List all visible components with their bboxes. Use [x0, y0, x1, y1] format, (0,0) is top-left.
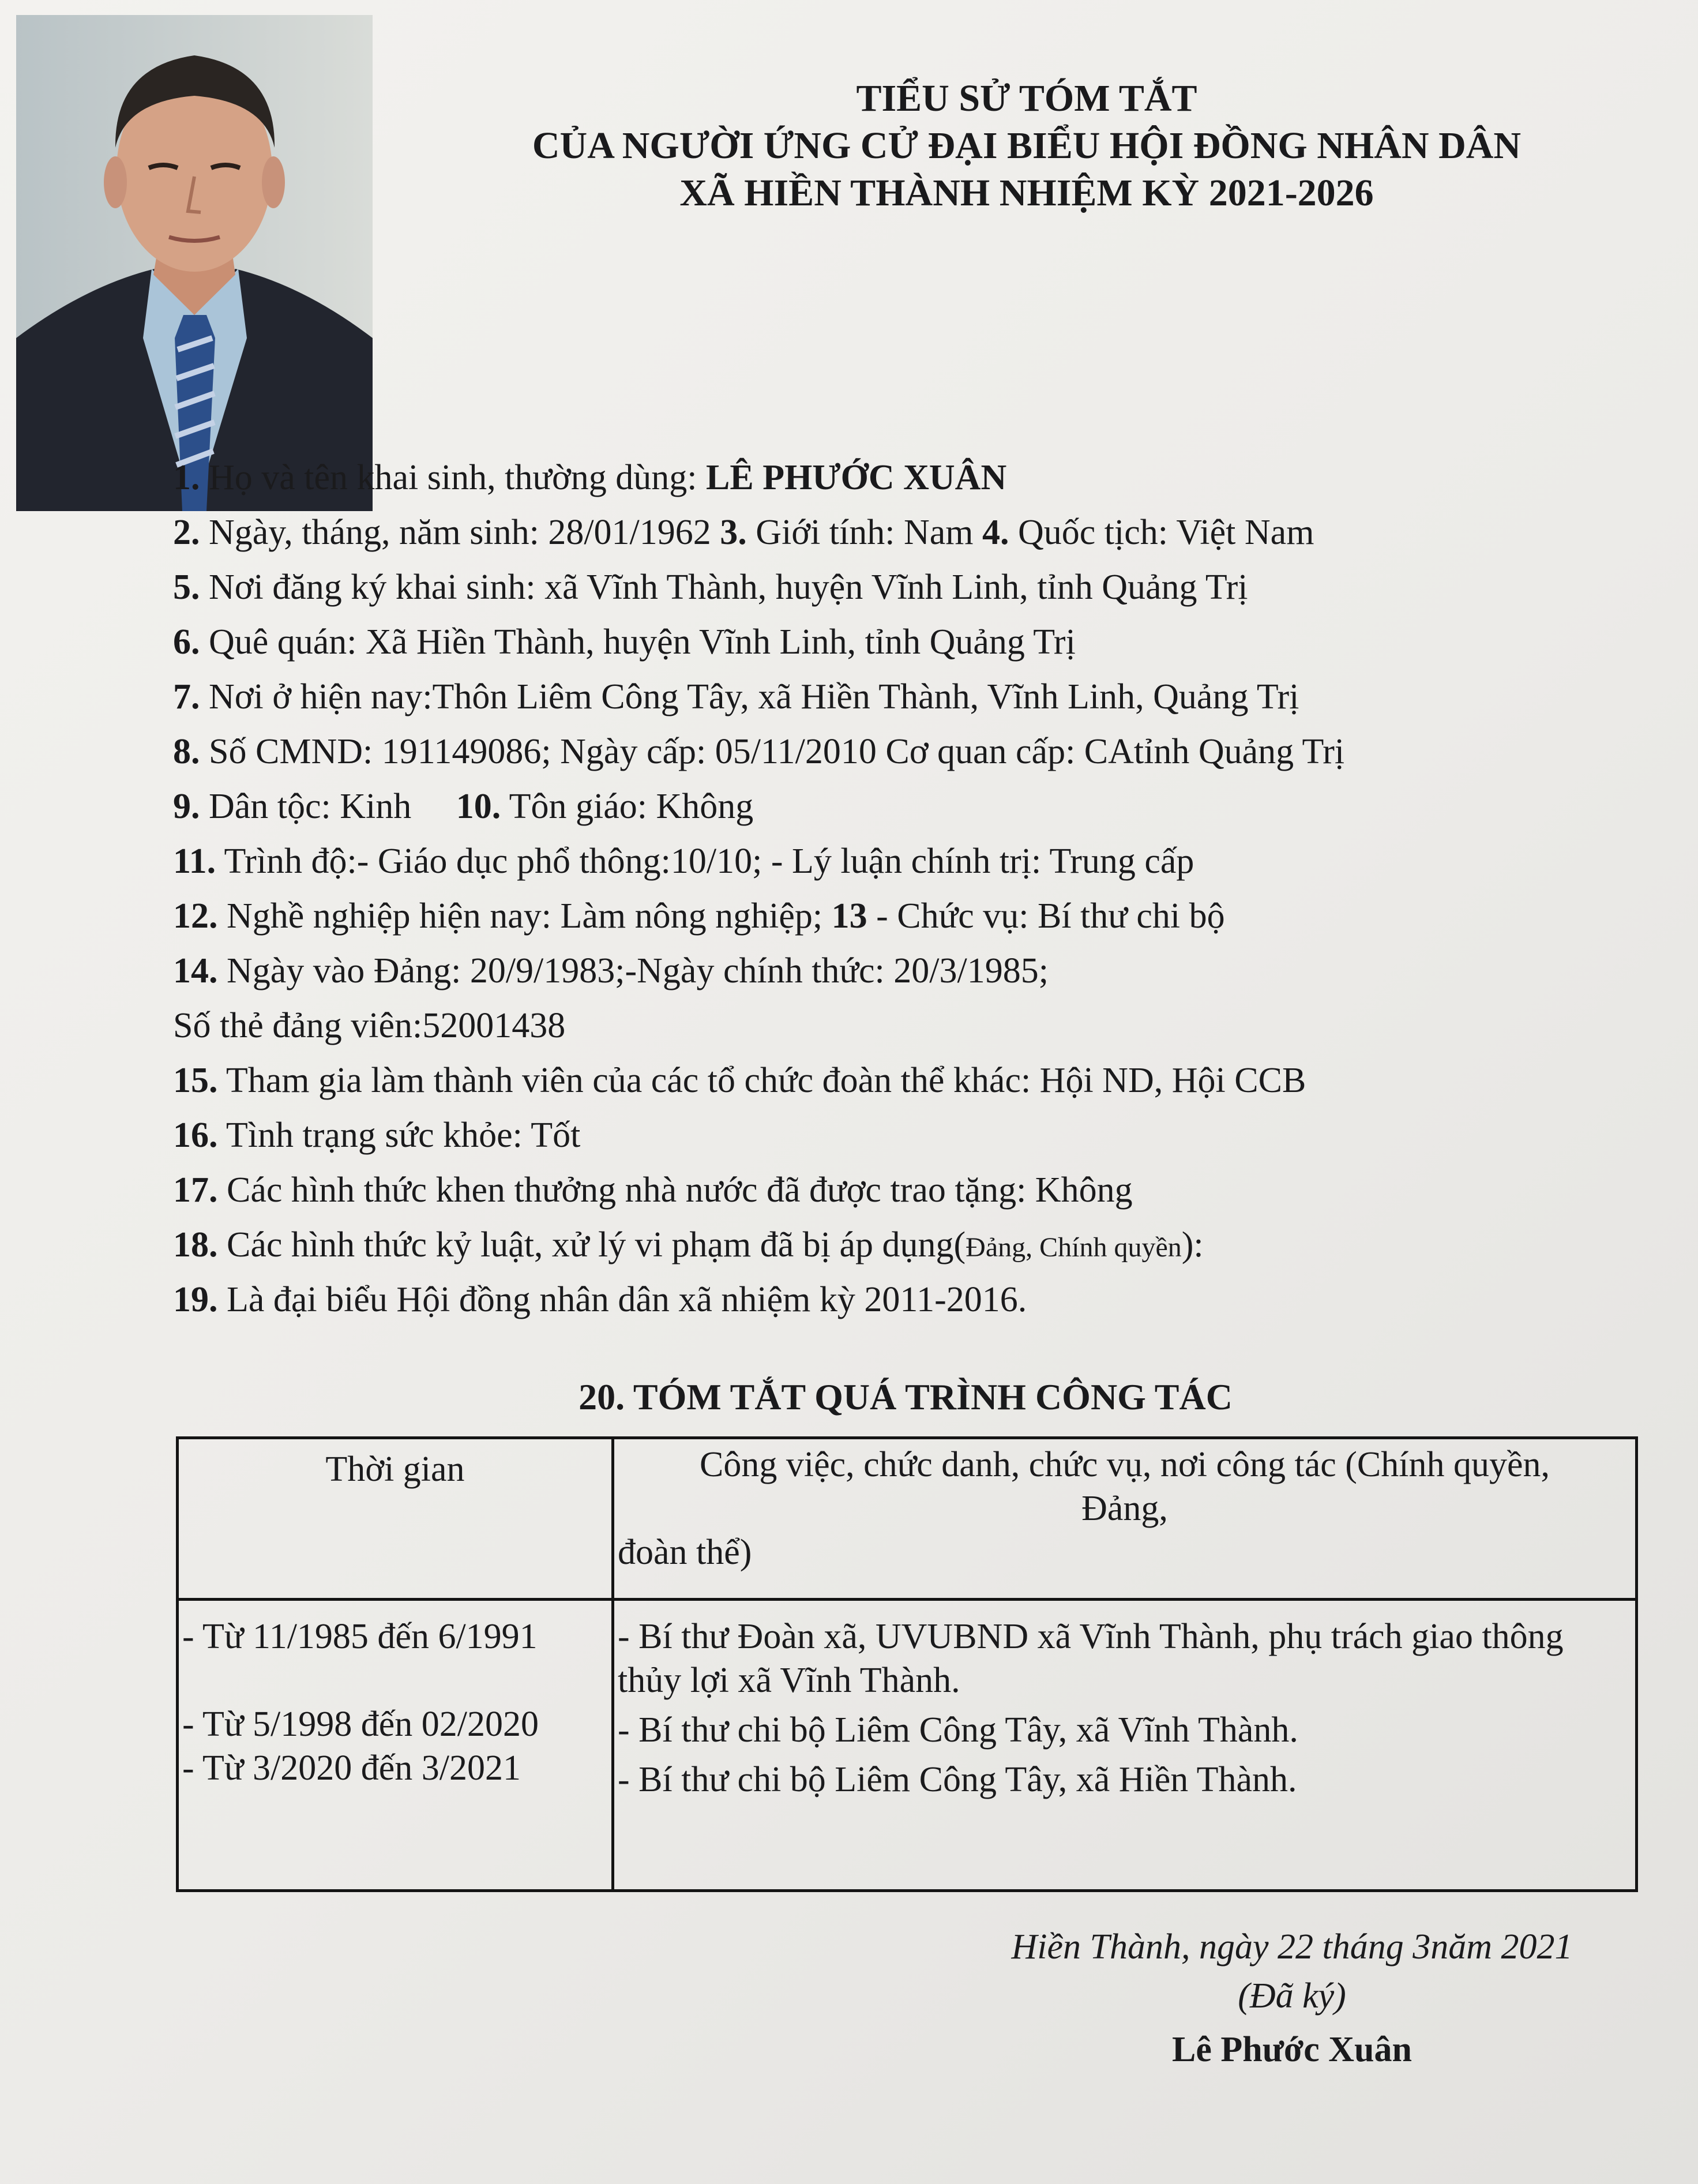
- work-history-table: [176, 1436, 1638, 1892]
- title-line-3: XÃ HIỀN THÀNH NHIỆM KỲ 2021-2026: [679, 172, 1374, 214]
- column-header-job: Công việc, chức danh, chức vụ, nơi công tác (Chính quyền, Đảng, đoàn thể): [613, 1438, 1637, 1600]
- item-16: 16. Tình trạng sức khỏe: Tốt: [173, 1116, 581, 1155]
- item-9: 9. Dân tộc: Kinh 10. Tôn giáo: Không: [173, 787, 754, 826]
- title-line-1: TIỂU SỬ TÓM TẮT: [856, 77, 1197, 119]
- item-6: 6. Quê quán: Xã Hiền Thành, huyện Vĩnh Linh, tỉnh Quảng Trị: [173, 622, 1076, 662]
- item-1: 1. Họ và tên khai sinh, thường dùng: LÊ PHƯỚC XUÂN: [173, 458, 1007, 497]
- section-20-heading: 20. TÓM TẮT QUÁ TRÌNH CÔNG TÁC: [578, 1376, 1233, 1417]
- job-cell: - Bí thư Đoàn xã, UVUBND xã Vĩnh Thành, phụ trách giao thông thủy lợi xã Vĩnh Thành. - Bí thư chi bộ Liêm Công Tây, xã Vĩnh Thành. - Bí thư chi bộ Liêm Công Tây, xã Hiền Thành.: [613, 1600, 1637, 1891]
- title-line-2: CỦA NGƯỜI ỨNG CỬ ĐẠI BIỂU HỘI ĐỒNG NHÂN DÂN: [532, 125, 1522, 167]
- item-11: 11. Trình độ:- Giáo dục phổ thông:10/10; - Lý luận chính trị: Trung cấp: [173, 842, 1194, 881]
- item-2: 2. Ngày, tháng, năm sinh: 28/01/1962 3. Giới tính: Nam 4. Quốc tịch: Việt Nam: [173, 513, 1314, 552]
- item-8: 8. Số CMND: 191149086; Ngày cấp: 05/11/2010 Cơ quan cấp: CAtỉnh Quảng Trị: [173, 732, 1345, 771]
- item-14-card: Số thẻ đảng viên:52001438: [173, 1006, 566, 1045]
- column-header-time: Thời gian: [178, 1438, 613, 1600]
- item-12: 12. Nghề nghiệp hiện nay: Làm nông nghiệp; 13 - Chức vụ: Bí thư chi bộ: [173, 896, 1225, 936]
- candidate-name: LÊ PHƯỚC XUÂN: [705, 458, 1007, 497]
- item-15: 15. Tham gia làm thành viên của các tổ chức đoàn thể khác: Hội ND, Hội CCB: [173, 1061, 1306, 1100]
- item-14: 14. Ngày vào Đảng: 20/9/1983;-Ngày chính thức: 20/3/1985;: [173, 951, 1049, 990]
- signature-date: Hiền Thành, ngày 22 tháng 3năm 2021: [1011, 1927, 1573, 1967]
- item-17: 17. Các hình thức khen thưởng nhà nước đã được trao tặng: Không: [173, 1170, 1133, 1210]
- table-row: [178, 1600, 1637, 1891]
- item-18: 18. Các hình thức kỷ luật, xử lý vi phạm đã bị áp dụng(Đảng, Chính quyền):: [173, 1225, 1204, 1264]
- candidate-photo: [16, 15, 373, 511]
- item-7: 7. Nơi ở hiện nay:Thôn Liêm Công Tây, xã Hiền Thành, Vĩnh Linh, Quảng Trị: [173, 677, 1299, 716]
- signature-name: Lê Phước Xuân: [1171, 2030, 1413, 2069]
- table-header-row: [178, 1438, 1637, 1600]
- item-5: 5. Nơi đăng ký khai sinh: xã Vĩnh Thành, huyện Vĩnh Linh, tỉnh Quảng Trị: [173, 568, 1248, 607]
- time-cell: - Từ 11/1985 đến 6/1991 - Từ 5/1998 đến 02/2020 - Từ 3/2020 đến 3/2021: [178, 1600, 613, 1891]
- document-title: [392, 75, 1661, 217]
- item-19: 19. Là đại biểu Hội đồng nhân dân xã nhiệm kỳ 2011-2016.: [173, 1280, 1027, 1319]
- signature-signed-note: (Đã ký): [1238, 1976, 1346, 2016]
